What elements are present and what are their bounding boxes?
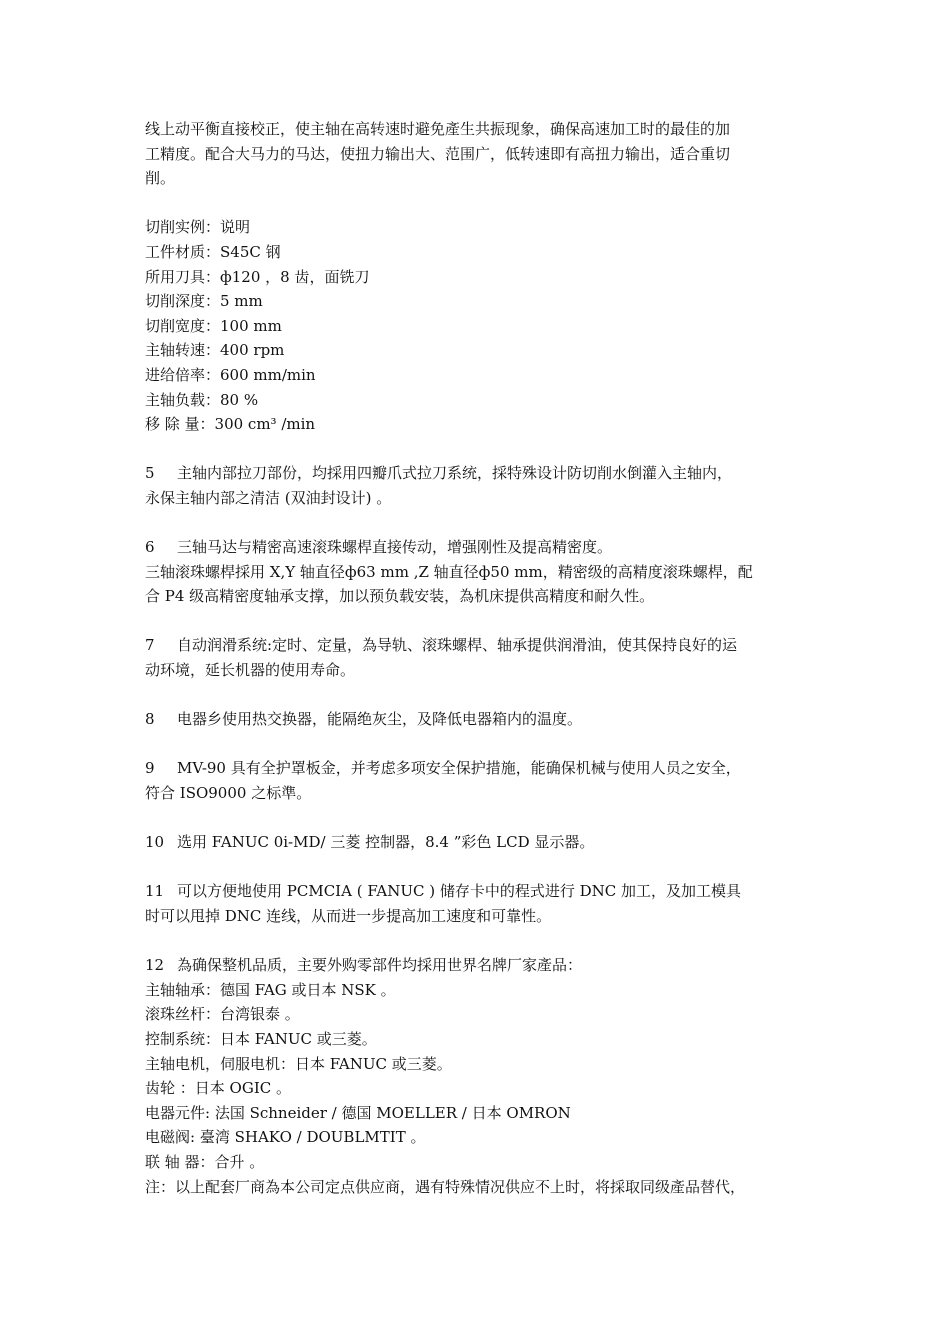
item-10-number: 10: [145, 833, 165, 852]
item-6-number: 6: [145, 538, 155, 557]
intro-line-3: 削。: [145, 169, 176, 188]
intro-line-2: 工精度。配合大马力的马达，使扭力输出大、范围广，低转速即有高扭力输出，适合重切: [145, 144, 731, 163]
item-6-line-3: 合 P4 级高精密度轴承支撑，加以预负载安装，為机床提供高精度和耐久性。: [145, 587, 655, 606]
item-12-title: 12 為确保整机品质，主要外购零部件均採用世界名牌厂家產品：: [145, 953, 810, 978]
cutting-example-title: 切削实例：说明: [145, 218, 251, 237]
supplier-solenoid-valve: 电磁阀: 臺湾 SHAKO / DOUBLMTIT 。: [145, 1128, 426, 1147]
item-8-number: 8: [145, 710, 155, 729]
item-5-line-2: 永保主轴内部之清洁 (双油封设计) 。: [145, 488, 392, 507]
cutting-example-removal: 移 除 量：300 cm³ /min: [145, 415, 316, 434]
item-9-number: 9: [145, 759, 155, 778]
supplier-control-system: 控制系统：日本 FANUC 或三菱。: [145, 1029, 377, 1048]
cutting-example-depth: 切削深度：5 mm: [145, 292, 263, 311]
supplier-gear: 齿轮 ：日本 OGIC 。: [145, 1079, 291, 1098]
item-7-line-2: 动环境，延长机器的使用寿命。: [145, 661, 356, 680]
cutting-example-load: 主轴负载：80 %: [145, 390, 259, 409]
cutting-example-width: 切削宽度：100 mm: [145, 316, 282, 335]
item-5-number: 5: [145, 464, 155, 483]
item-9-line-1: 9 MV-90 具有全护罩板金，并考虑多项安全保护措施，能确保机械与使用人员之安全，: [145, 756, 810, 781]
supplier-spindle-bearing: 主轴轴承：德国 FAG 或日本 NSK 。: [145, 980, 396, 999]
item-6-line-2: 三轴滚珠螺桿採用 X,Y 轴直径ф63 mm ,Z 轴直径ф50 mm，精密级的高精度滚珠螺桿，配: [145, 562, 753, 581]
supplier-ball-screw: 滚珠丝杆：台湾银泰 。: [145, 1005, 300, 1024]
cutting-example-tool: 所用刀具：ф120 ，8 齿，面铣刀: [145, 267, 370, 286]
item-11-number: 11: [145, 882, 165, 901]
supplier-coupling: 联 轴 器：合升 。: [145, 1152, 265, 1171]
item-12-number: 12: [145, 956, 165, 975]
item-6-line-1: 6 三轴马达与精密高速滚珠螺桿直接传动，增强刚性及提高精密度。: [145, 535, 810, 560]
supplier-motors: 主轴电机，伺服电机：日本 FANUC 或三菱。: [145, 1054, 452, 1073]
intro-line-1: 线上动平衡直接校正，使主轴在高转速时避免產生共振现象，确保高速加工时的最佳的加: [145, 120, 731, 138]
item-8-line-1: 8 电器乡使用热交换器，能隔绝灰尘，及降低电器箱内的温度。: [145, 707, 810, 732]
item-11-line-1: 11 可以方便地使用 PCMCIA ( FANUC ) 储存卡中的程式进行 DNC 加工，及加工模具: [145, 879, 810, 904]
document-page: [145, 117, 810, 1199]
item-10-line-1: 10 选用 FANUC 0i-MD/ 三菱 控制器，8.4 ”彩色 LCD 显示器。: [145, 830, 810, 855]
item-7-line-1: 7 自动润滑系统:定时、定量，為导轨、滚珠螺桿、轴承提供润滑油，使其保持良好的运: [145, 633, 810, 658]
item-11-line-2: 时可以甩掉 DNC 连线，从而进一步提高加工速度和可靠性。: [145, 907, 552, 925]
supplier-note: 注：以上配套厂商為本公司定点供应商，遇有特殊情况供应不上时，将採取同级產品替代，: [145, 1177, 746, 1196]
item-7-number: 7: [145, 636, 155, 655]
item-5-line-1: 5 主轴内部拉刀部份，均採用四瓣爪式拉刀系统，採特殊设计防切削水倒灌入主轴内，: [145, 461, 810, 486]
cutting-example-material: 工件材质：S45C 钢: [145, 242, 281, 261]
cutting-example-feed: 进给倍率：600 mm/min: [145, 365, 316, 384]
supplier-electrical: 电器元件: 法国 Schneider / 德国 MOELLER / 日本 OMRON: [145, 1103, 571, 1122]
cutting-example-speed: 主轴转速：400 rpm: [145, 341, 285, 360]
item-9-line-2: 符合 ISO9000 之标準。: [145, 784, 312, 803]
